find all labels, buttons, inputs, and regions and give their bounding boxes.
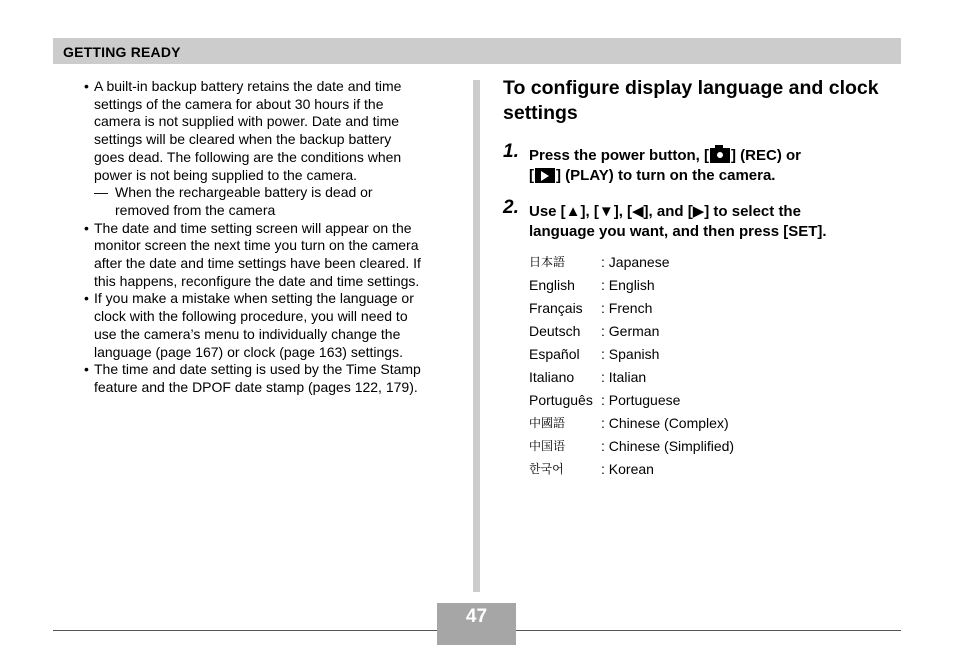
language-native-name: 中國語 — [529, 416, 566, 430]
step-text: [ — [529, 167, 534, 184]
language-native-name: 日本語 — [529, 255, 566, 269]
procedure-title — [503, 76, 913, 126]
step-line: language you want, and then press [SET]. — [529, 223, 827, 240]
language-english-name: : Spanish — [601, 345, 660, 362]
step-1 — [503, 141, 913, 186]
section-title: GETTING READY — [63, 44, 181, 60]
dash-glyph: — — [94, 184, 108, 201]
step-text: ] (REC) or — [731, 147, 802, 164]
page-number-box — [437, 603, 516, 645]
note-backup-battery — [84, 78, 456, 220]
note-setting-screen — [84, 220, 456, 291]
note-line: settings will be cleared when the backup battery — [94, 131, 392, 148]
language-row — [529, 388, 734, 411]
note-line: settings of the camera for about 30 hours if the — [94, 95, 384, 112]
camera-icon — [710, 148, 730, 163]
language-native-name: 한국어 — [529, 462, 564, 476]
language-native-name: Deutsch — [529, 322, 581, 339]
step-text: ] (PLAY) to turn on the camera. — [556, 167, 776, 184]
column-divider — [473, 80, 480, 592]
language-english-name: : Chinese (Simplified) — [601, 437, 735, 454]
language-native-name: 中国语 — [529, 439, 566, 453]
language-english-name: : Chinese (Complex) — [601, 414, 729, 431]
procedure-column — [503, 76, 913, 480]
play-icon — [535, 168, 555, 183]
procedure-title-line: settings — [503, 102, 578, 124]
language-native-name: Español — [529, 345, 580, 362]
note-line: clock with the following procedure, you will need to — [94, 308, 408, 325]
note-line: power is not being supplied to the camera. — [94, 166, 358, 183]
language-row — [529, 434, 734, 457]
step-line — [529, 166, 913, 186]
step-number: 1. — [503, 141, 519, 162]
language-native-name: Português — [529, 391, 593, 408]
language-english-name: : Korean — [601, 460, 654, 477]
language-english-name: : Portuguese — [601, 391, 681, 408]
language-english-name: : Italian — [601, 368, 647, 385]
note-line: monitor screen the next time you turn on the camera — [94, 237, 419, 254]
language-native-name: English — [529, 276, 575, 293]
language-native-name: Français — [529, 299, 583, 316]
note-line: language (page 167) or clock (page 163) settings. — [94, 343, 403, 360]
note-line: The date and time setting screen will appear on the — [94, 219, 412, 236]
language-row — [529, 457, 734, 480]
language-row — [529, 296, 734, 319]
step-2 — [503, 197, 913, 242]
note-line: feature and the DPOF date stamp (pages 122, 179). — [94, 378, 418, 395]
step-line — [529, 146, 913, 166]
note-line: this happens, reconfigure the date and time settings. — [94, 272, 420, 289]
note-time-stamp — [84, 361, 456, 396]
note-line: A built-in backup battery retains the date and time — [94, 78, 402, 94]
note-line: If you make a mistake when setting the language or — [94, 290, 414, 307]
step-line: Use [▲], [▼], [◀], and [▶] to select the — [529, 203, 801, 220]
language-english-name: : Japanese — [601, 253, 670, 270]
language-table — [529, 250, 734, 480]
language-row — [529, 273, 734, 296]
language-row — [529, 250, 734, 273]
language-english-name: : German — [601, 322, 660, 339]
language-row — [529, 365, 734, 388]
step-number: 2. — [503, 197, 519, 218]
language-row — [529, 319, 734, 342]
note-sub-item — [94, 184, 456, 219]
bullet-glyph: • — [84, 78, 89, 94]
language-native-name: Italiano — [529, 368, 575, 385]
language-row — [529, 342, 734, 365]
note-line: When the rechargeable battery is dead or — [115, 184, 373, 201]
note-line: The time and date setting is used by the Time Stamp — [94, 361, 421, 378]
language-row — [529, 411, 734, 434]
language-english-name: : French — [601, 299, 653, 316]
bullet-glyph: • — [84, 219, 89, 236]
note-line: removed from the camera — [115, 201, 276, 218]
notes-column — [84, 78, 456, 397]
note-line: use the camera’s menu to individually change the — [94, 325, 401, 342]
note-line: after the date and time settings have been cleared. If — [94, 255, 421, 272]
page-number: 47 — [465, 606, 488, 627]
note-mistake — [84, 290, 456, 361]
bullet-glyph: • — [84, 290, 89, 307]
section-header-bar — [53, 38, 901, 64]
step-text: Press the power button, [ — [529, 147, 710, 164]
language-english-name: : English — [601, 276, 655, 293]
note-line: camera is not supplied with power. Date and time — [94, 113, 400, 130]
procedure-title-line: To configure display language and clock — [503, 77, 879, 99]
note-line: goes dead. The following are the conditions when — [94, 148, 402, 165]
bullet-glyph: • — [84, 361, 89, 378]
